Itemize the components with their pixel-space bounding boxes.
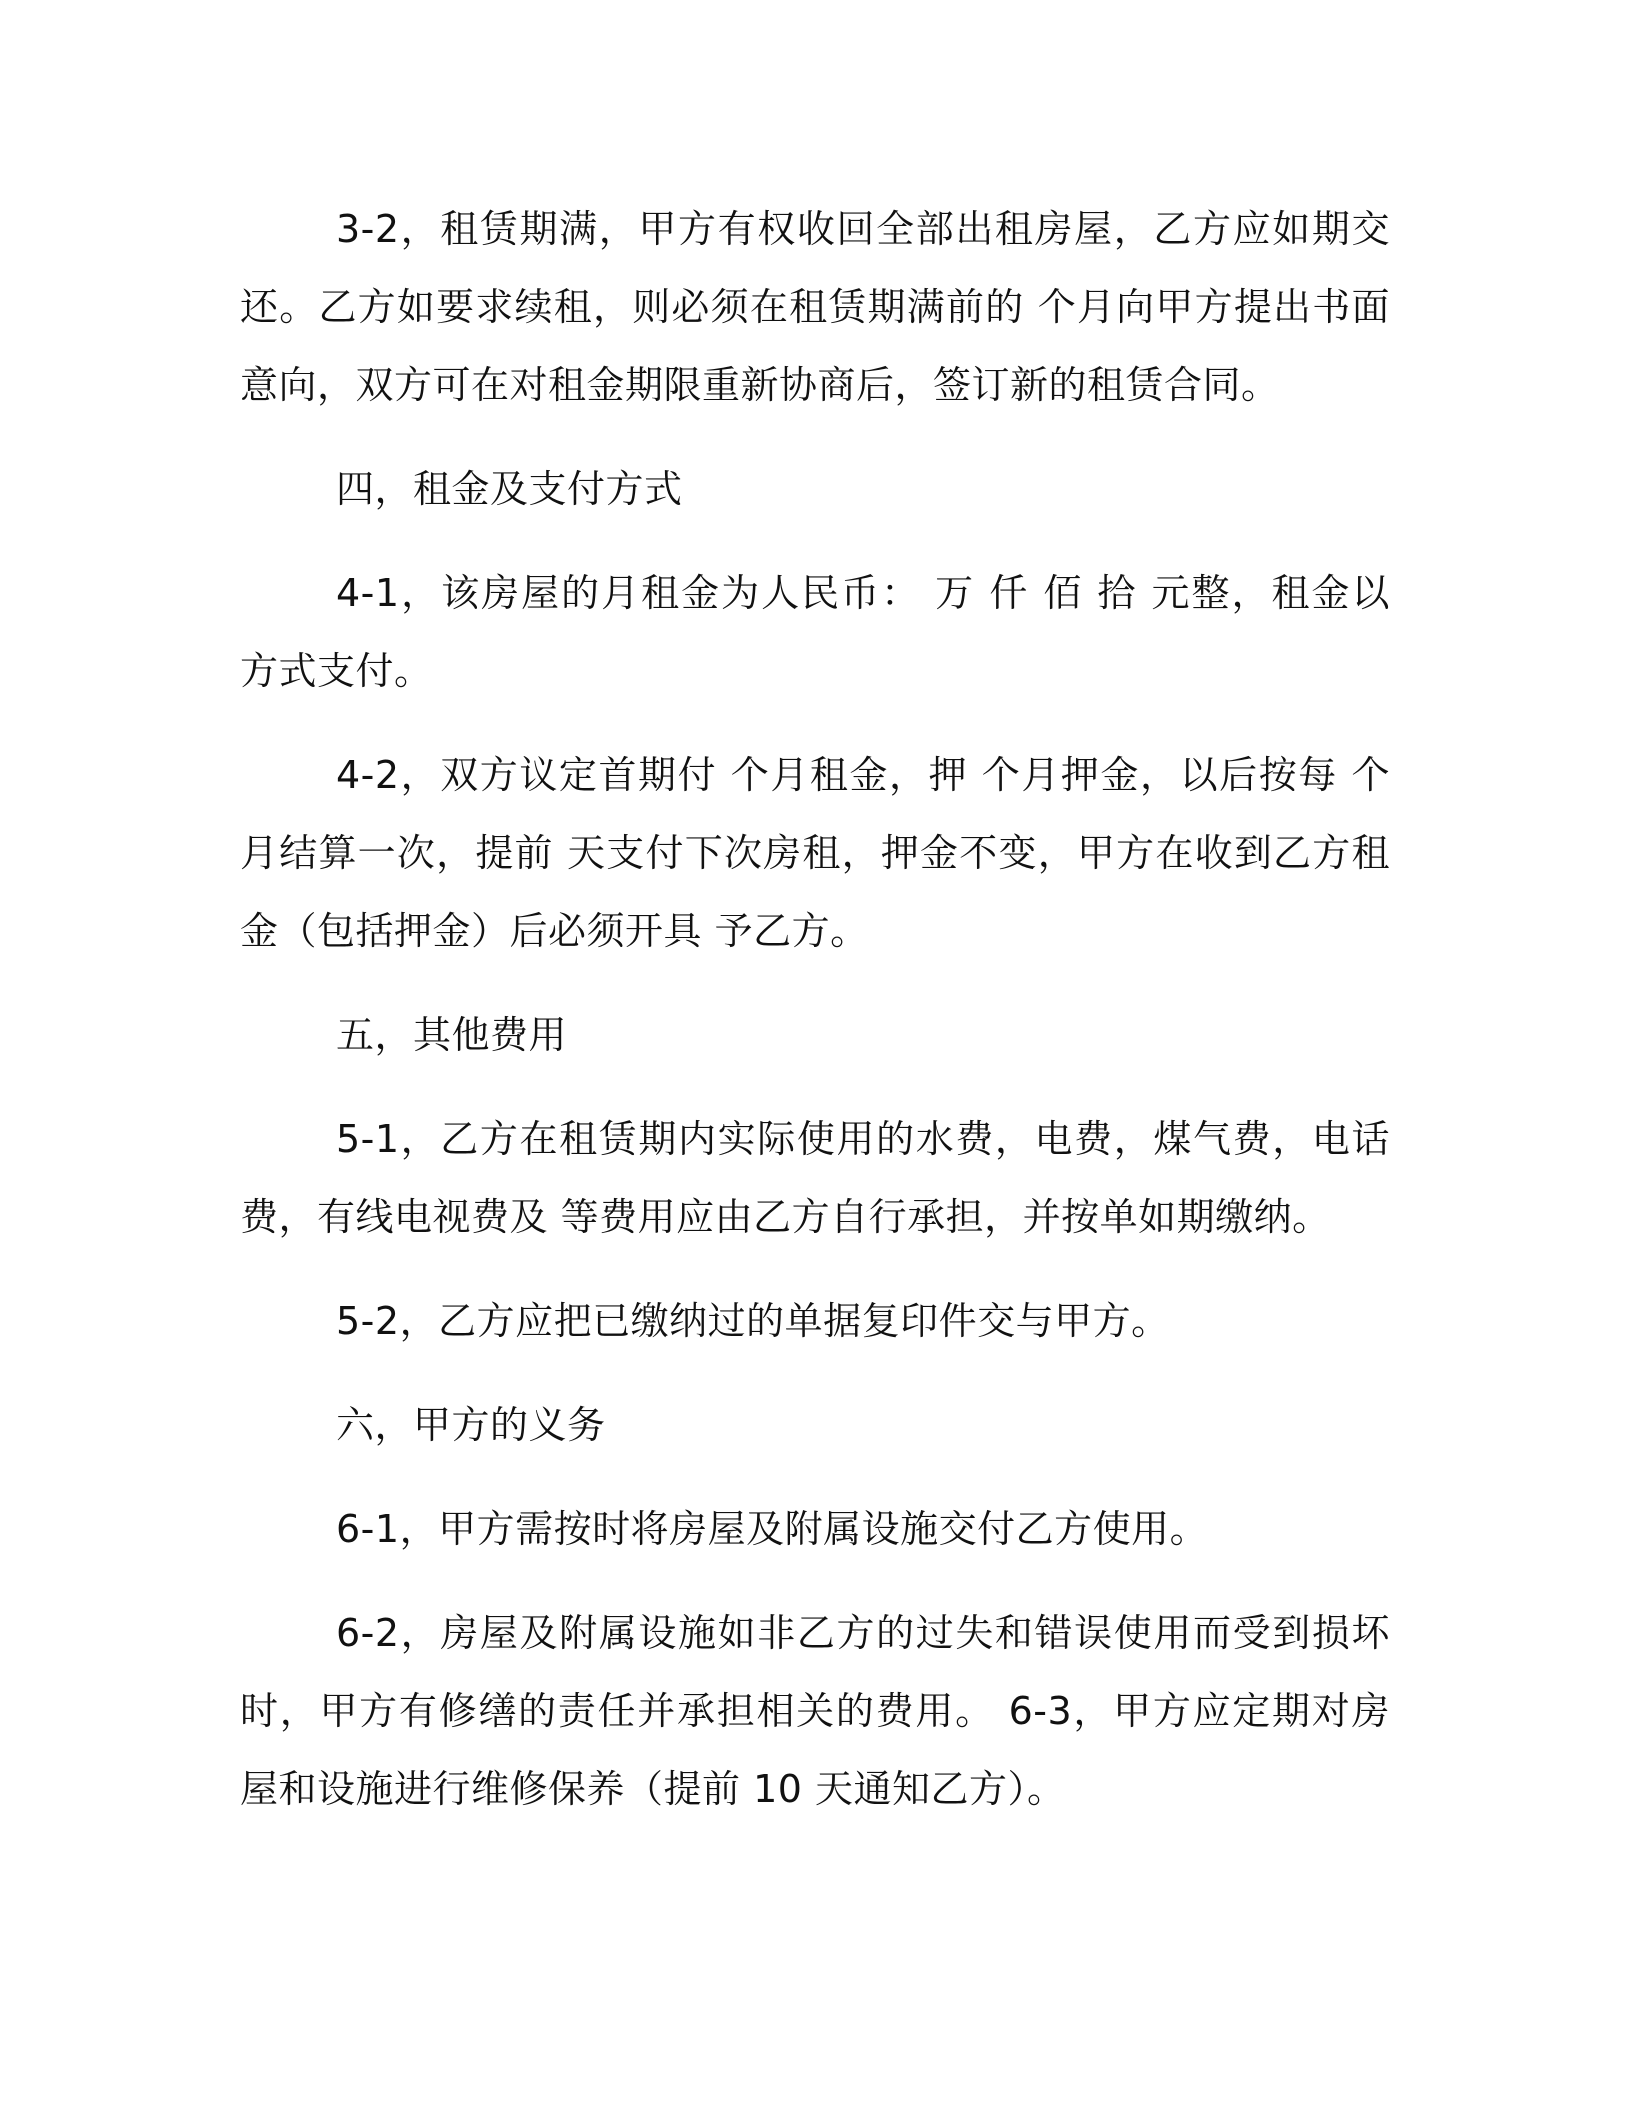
- clause-4-1: 4-1，该房屋的月租金为人民币： 万 仟 佰 拾 元整，租金以 方式支付。: [240, 571, 1390, 693]
- clause-6-2: 6-2，房屋及附属设施如非乙方的过失和错误使用而受到损坏时，甲方有修缮的责任并承担相关的费用。 6-3，甲方应定期对房屋和设施进行维修保养（提前 10 天通知乙方）。: [240, 1611, 1390, 1811]
- section-heading-rent-payment: 四，租金及支付方式: [336, 467, 683, 511]
- clause-5-1: 5-1，乙方在租赁期内实际使用的水费，电费，煤气费，电话费，有线电视费及 等费用应由乙方自行承担，并按单如期缴纳。: [240, 1117, 1390, 1239]
- clause-4-2: 4-2，双方议定首期付 个月租金，押 个月押金，以后按每 个月结算一次，提前 天支付下次房租，押金不变，甲方在收到乙方租金（包括押金）后必须开具 予乙方。: [240, 753, 1390, 953]
- clause-3-2: 3-2，租赁期满，甲方有权收回全部出租房屋，乙方应如期交还。乙方如要求续租，则必须在租赁期满前的 个月向甲方提出书面意向，双方可在对租金期限重新协商后，签订新的租赁合同。: [240, 207, 1390, 407]
- section-heading-landlord-duties: 六，甲方的义务: [336, 1403, 606, 1447]
- document-page: [240, 190, 1390, 1828]
- clause-6-1: 6-1，甲方需按时将房屋及附属设施交付乙方使用。: [336, 1507, 1209, 1551]
- clause-5-2: 5-2，乙方应把已缴纳过的单据复印件交与甲方。: [336, 1299, 1170, 1343]
- section-heading-other-fees: 五，其他费用: [336, 1013, 568, 1057]
